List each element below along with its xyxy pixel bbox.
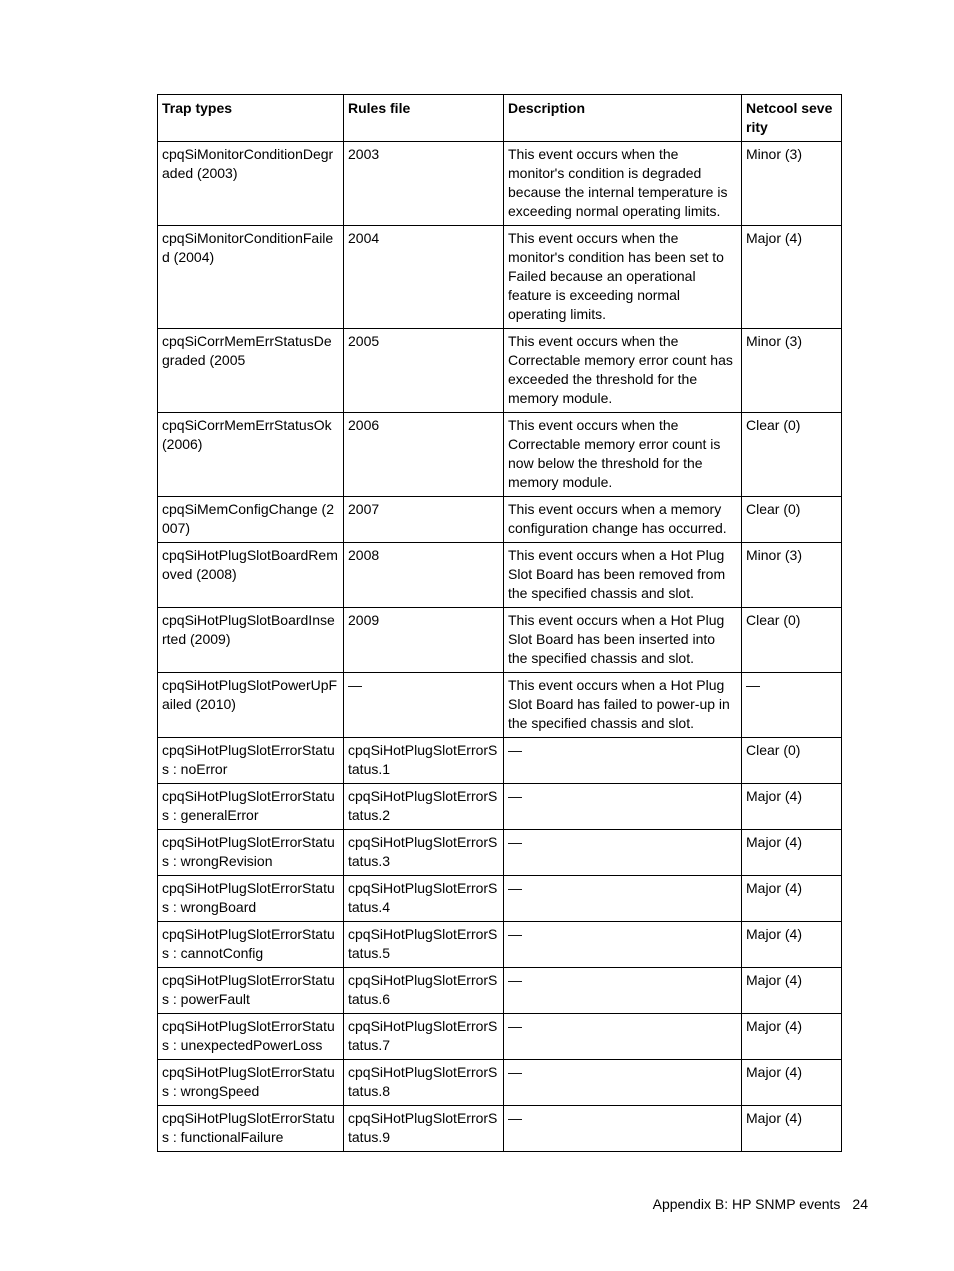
description-cell: This event occurs when the Correctable memory error count is now below the threshold for the memory module. — [504, 413, 742, 497]
header-trap-types: Trap types — [158, 95, 344, 142]
rules-file-cell: 2005 — [344, 329, 504, 413]
rules-file-cell: 2004 — [344, 226, 504, 329]
trap-type-cell: cpqSiHotPlugSlotErrorStatus : noError — [158, 738, 344, 784]
severity-cell: Major (4) — [742, 830, 842, 876]
severity-cell: Clear (0) — [742, 738, 842, 784]
rules-file-cell: cpqSiHotPlugSlotErrorStatus.1 — [344, 738, 504, 784]
description-cell: — — [504, 738, 742, 784]
table-row — [158, 673, 842, 738]
table-row — [158, 1014, 842, 1060]
table-row — [158, 876, 842, 922]
trap-type-cell: cpqSiHotPlugSlotErrorStatus : generalError — [158, 784, 344, 830]
rules-file-cell: 2009 — [344, 608, 504, 673]
trap-type-cell: cpqSiHotPlugSlotPowerUpFailed (2010) — [158, 673, 344, 738]
trap-type-cell: cpqSiHotPlugSlotErrorStatus : wrongRevision — [158, 830, 344, 876]
trap-type-cell: cpqSiHotPlugSlotBoardRemoved (2008) — [158, 543, 344, 608]
page-number: 24 — [852, 1196, 868, 1212]
table-row — [158, 413, 842, 497]
description-cell: — — [504, 830, 742, 876]
severity-cell: Major (4) — [742, 968, 842, 1014]
description-cell: — — [504, 968, 742, 1014]
table-row — [158, 784, 842, 830]
rules-file-cell: cpqSiHotPlugSlotErrorStatus.8 — [344, 1060, 504, 1106]
description-cell: — — [504, 784, 742, 830]
trap-type-cell: cpqSiHotPlugSlotErrorStatus : wrongSpeed — [158, 1060, 344, 1106]
table-header-row — [158, 95, 842, 142]
rules-file-cell: 2003 — [344, 142, 504, 226]
table-row — [158, 1060, 842, 1106]
table-body — [158, 142, 842, 1152]
trap-type-cell: cpqSiHotPlugSlotErrorStatus : unexpectedPowerLoss — [158, 1014, 344, 1060]
description-cell: This event occurs when a Hot Plug Slot Board has failed to power-up in the specified chassis and slot. — [504, 673, 742, 738]
trap-type-cell: cpqSiCorrMemErrStatusDegraded (2005 — [158, 329, 344, 413]
table-row — [158, 968, 842, 1014]
rules-file-cell: 2006 — [344, 413, 504, 497]
table-row — [158, 922, 842, 968]
table-row — [158, 830, 842, 876]
severity-cell: Major (4) — [742, 1014, 842, 1060]
rules-file-cell: cpqSiHotPlugSlotErrorStatus.4 — [344, 876, 504, 922]
rules-file-cell: cpqSiHotPlugSlotErrorStatus.3 — [344, 830, 504, 876]
table-row — [158, 142, 842, 226]
rules-file-cell: 2008 — [344, 543, 504, 608]
rules-file-cell: cpqSiHotPlugSlotErrorStatus.7 — [344, 1014, 504, 1060]
rules-file-cell: — — [344, 673, 504, 738]
trap-type-cell: cpqSiMemConfigChange (2007) — [158, 497, 344, 543]
rules-file-cell: cpqSiHotPlugSlotErrorStatus.2 — [344, 784, 504, 830]
description-cell: This event occurs when a Hot Plug Slot Board has been removed from the specified chassis and slot. — [504, 543, 742, 608]
trap-type-cell: cpqSiHotPlugSlotErrorStatus : powerFault — [158, 968, 344, 1014]
trap-type-cell: cpqSiHotPlugSlotBoardInserted (2009) — [158, 608, 344, 673]
severity-cell: Major (4) — [742, 226, 842, 329]
severity-cell: Major (4) — [742, 876, 842, 922]
table-row — [158, 329, 842, 413]
severity-cell: Clear (0) — [742, 608, 842, 673]
severity-cell: — — [742, 673, 842, 738]
rules-file-cell: cpqSiHotPlugSlotErrorStatus.5 — [344, 922, 504, 968]
description-cell: This event occurs when a Hot Plug Slot Board has been inserted into the specified chassis and slot. — [504, 608, 742, 673]
description-cell: — — [504, 1106, 742, 1152]
rules-file-cell: 2007 — [344, 497, 504, 543]
description-cell: This event occurs when the monitor's condition is degraded because the internal temperature is exceeding normal operating limits. — [504, 142, 742, 226]
table-row — [158, 497, 842, 543]
rules-file-cell: cpqSiHotPlugSlotErrorStatus.6 — [344, 968, 504, 1014]
page-footer — [653, 1195, 868, 1213]
description-cell: — — [504, 1060, 742, 1106]
severity-cell: Clear (0) — [742, 413, 842, 497]
trap-type-cell: cpqSiCorrMemErrStatusOk (2006) — [158, 413, 344, 497]
severity-cell: Minor (3) — [742, 329, 842, 413]
trap-type-cell: cpqSiHotPlugSlotErrorStatus : wrongBoard — [158, 876, 344, 922]
table-row — [158, 226, 842, 329]
trap-type-cell: cpqSiMonitorConditionDegraded (2003) — [158, 142, 344, 226]
table-row — [158, 608, 842, 673]
severity-cell: Minor (3) — [742, 543, 842, 608]
table-row — [158, 1106, 842, 1152]
rules-file-cell: cpqSiHotPlugSlotErrorStatus.9 — [344, 1106, 504, 1152]
severity-cell: Clear (0) — [742, 497, 842, 543]
description-cell: — — [504, 922, 742, 968]
description-cell: — — [504, 1014, 742, 1060]
footer-section-title: Appendix B: HP SNMP events — [652, 1196, 841, 1212]
table-row — [158, 738, 842, 784]
table-row — [158, 543, 842, 608]
severity-cell: Major (4) — [742, 922, 842, 968]
severity-cell: Major (4) — [742, 784, 842, 830]
trap-type-cell: cpqSiHotPlugSlotErrorStatus : cannotConfig — [158, 922, 344, 968]
description-cell: — — [504, 876, 742, 922]
severity-cell: Major (4) — [742, 1060, 842, 1106]
trap-type-cell: cpqSiHotPlugSlotErrorStatus : functionalFailure — [158, 1106, 344, 1152]
severity-cell: Major (4) — [742, 1106, 842, 1152]
trap-type-cell: cpqSiMonitorConditionFailed (2004) — [158, 226, 344, 329]
header-netcool-severity: Netcool severity — [742, 95, 842, 142]
header-rules-file: Rules file — [344, 95, 504, 142]
description-cell: This event occurs when the Correctable memory error count has exceeded the threshold for the memory module. — [504, 329, 742, 413]
header-description: Description — [504, 95, 742, 142]
description-cell: This event occurs when a memory configuration change has occurred. — [504, 497, 742, 543]
snmp-events-table — [157, 94, 842, 1152]
severity-cell: Minor (3) — [742, 142, 842, 226]
description-cell: This event occurs when the monitor's condition has been set to Failed because an operational feature is exceeding normal operating limits. — [504, 226, 742, 329]
